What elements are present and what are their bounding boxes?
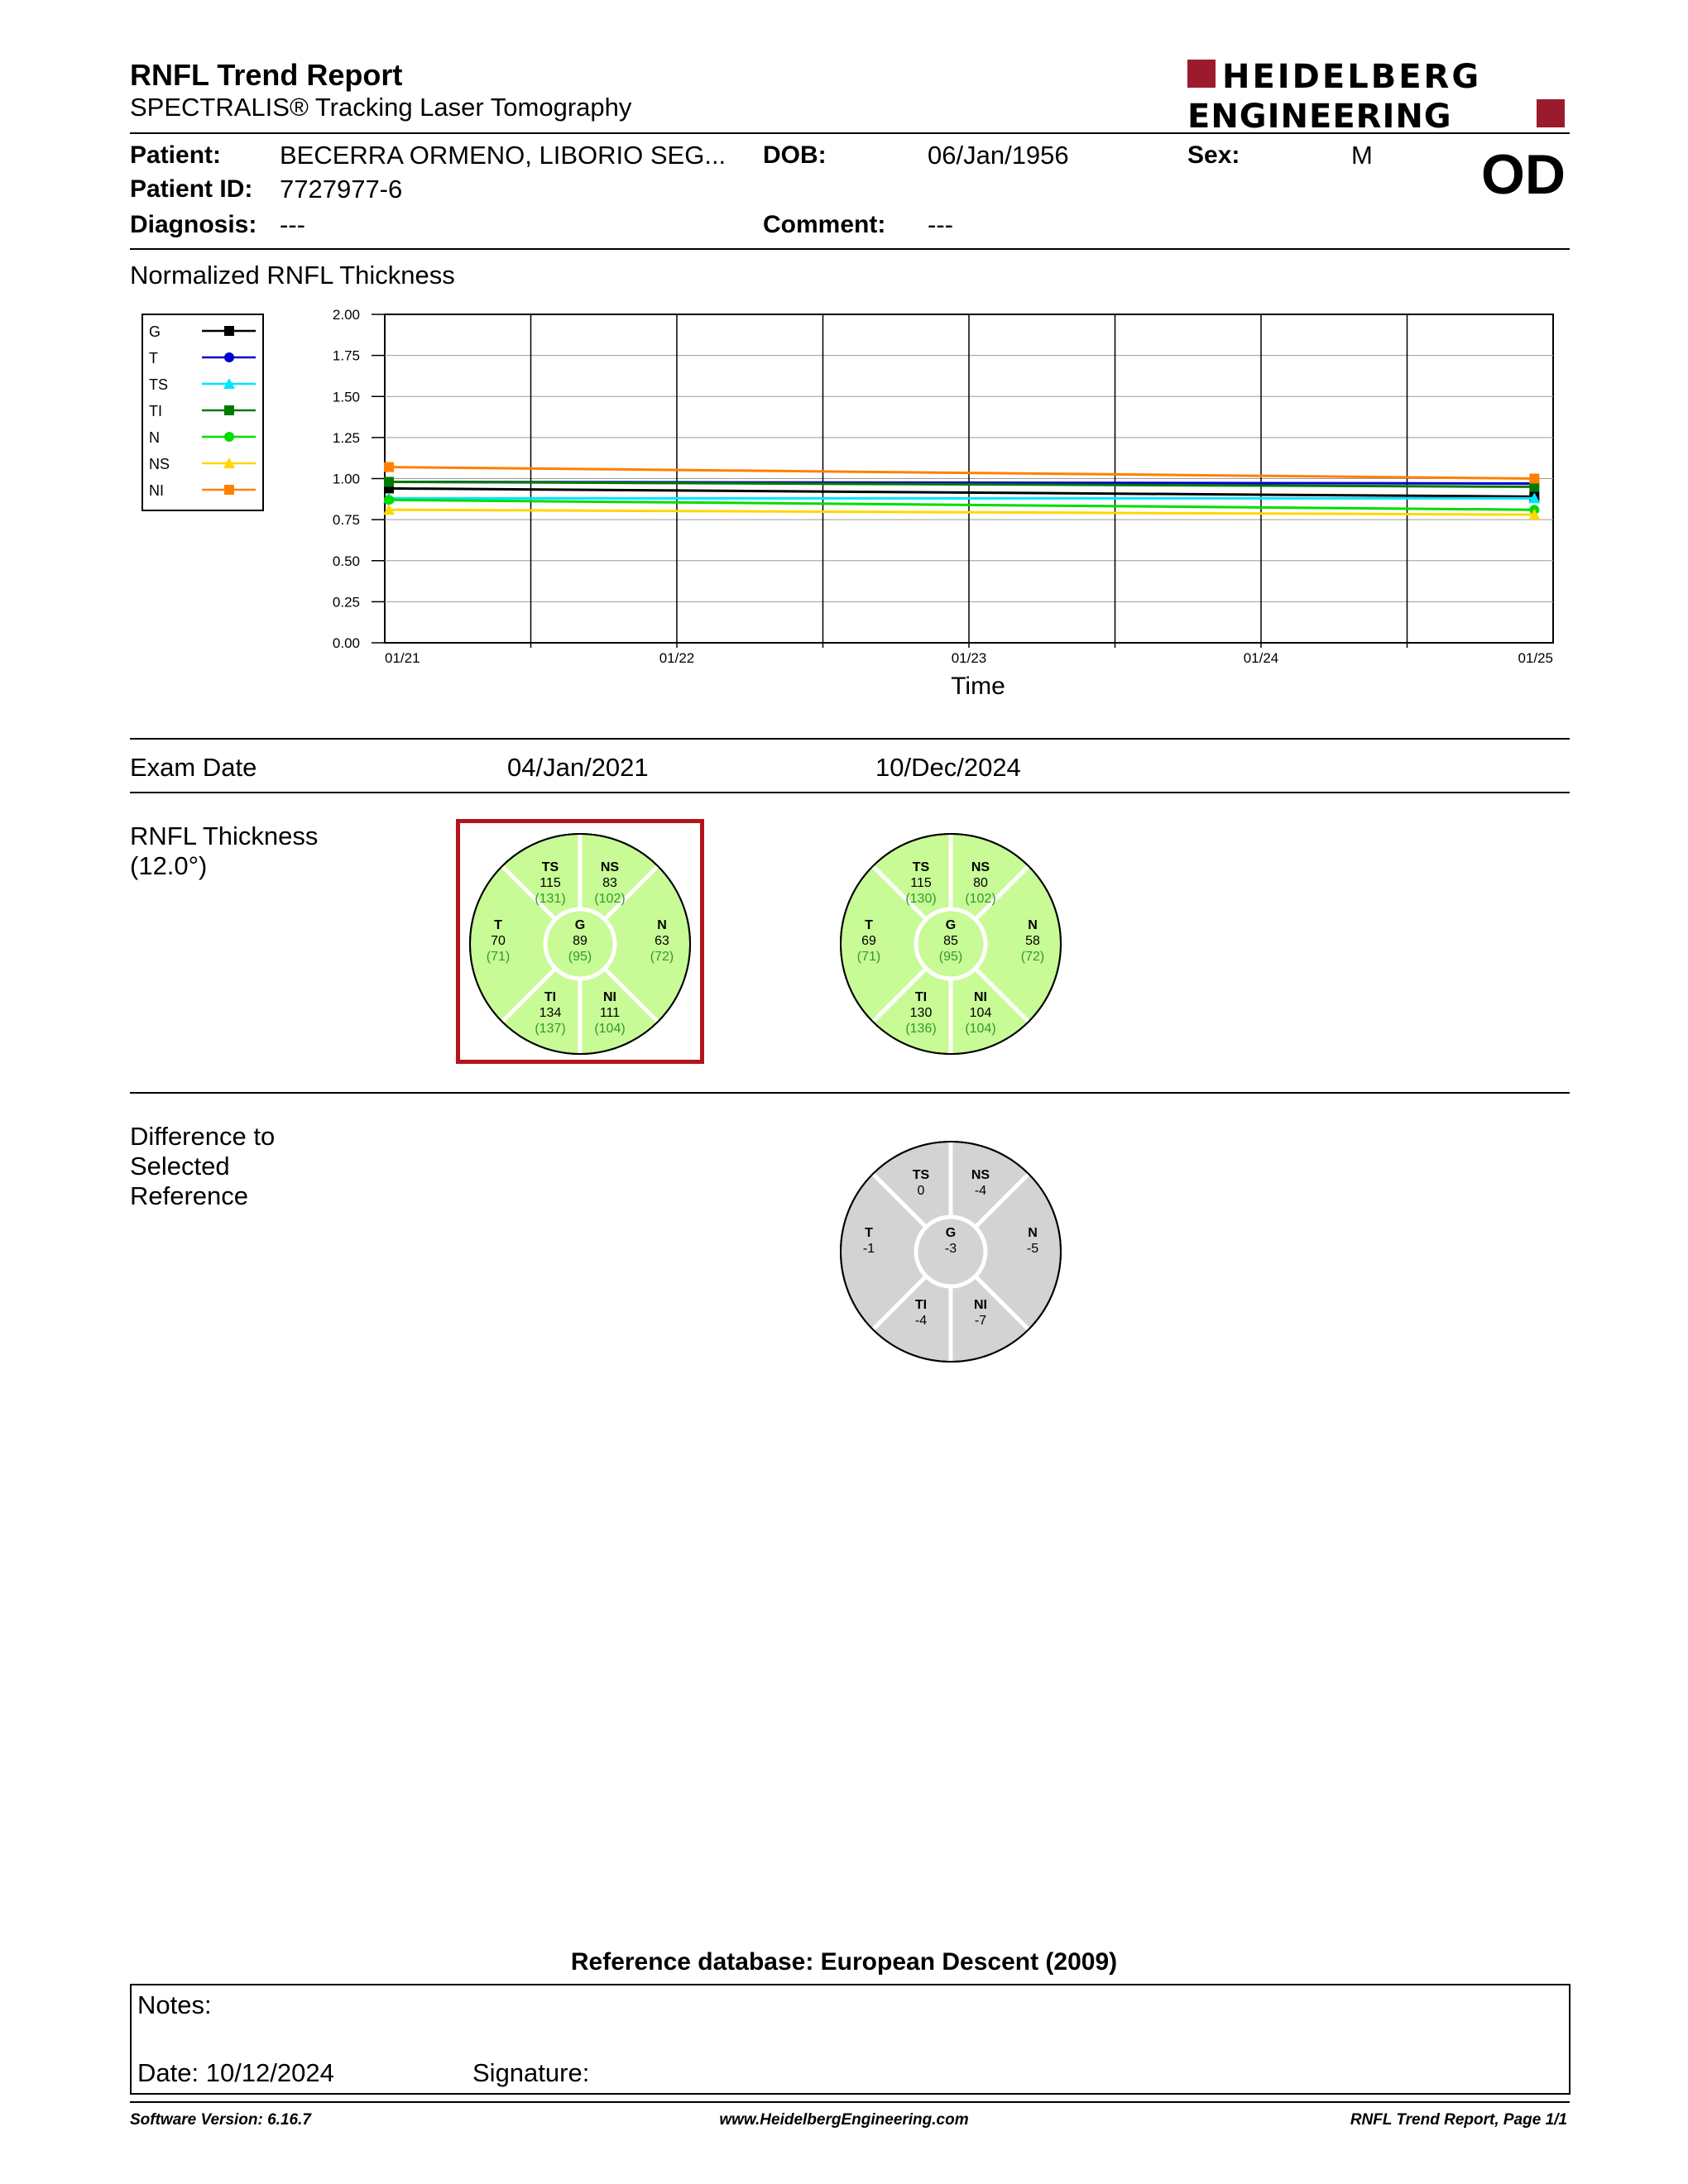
y-tick-label: 1.50 (332, 389, 360, 405)
sector-value-ni: -7 (974, 1314, 987, 1328)
sector-label-ns: NS (971, 860, 990, 874)
trend-section-title: Normalized RNFL Thickness (130, 261, 455, 290)
exam-date-2: 10/Dec/2024 (875, 753, 1021, 782)
comment-label: Comment: (763, 211, 886, 238)
sector-label-ti: TI (914, 990, 928, 1004)
logo-square-top (1187, 60, 1216, 88)
sector-label-n: N (1028, 918, 1038, 932)
rnfl-scan-angle: (12.0°) (130, 851, 208, 880)
sector-value-t: 69 (861, 934, 876, 948)
legend-marker-ti (224, 405, 234, 415)
legend-marker-t (224, 352, 234, 362)
signature-label: Signature: (472, 2058, 590, 2087)
dob-label: DOB: (763, 141, 827, 169)
divider (130, 132, 1570, 134)
legend-label: T (149, 350, 158, 366)
sector-reference-n: (72) (650, 950, 674, 964)
sector-value-t: 70 (491, 934, 506, 948)
page-number: RNFL Trend Report, Page 1/1 (1350, 2111, 1567, 2129)
x-tick-label: 01/25 (1518, 650, 1553, 666)
legend-label: TI (149, 403, 162, 419)
sector-label-t: T (494, 918, 502, 932)
sector-reference-ts: (130) (905, 892, 937, 906)
sector-value-n: 63 (655, 934, 669, 948)
sector-label-ni: NI (603, 990, 616, 1004)
divider (130, 248, 1570, 250)
y-tick-label: 1.00 (332, 471, 360, 487)
exam-date-1: 04/Jan/2021 (507, 753, 649, 782)
x-tick-label: 01/21 (385, 650, 420, 666)
sector-value-ti: 130 (909, 1006, 933, 1020)
eye-indicator: OD (1481, 143, 1566, 206)
patient-id: 7727977-6 (280, 175, 403, 204)
sector-reference-g: (95) (568, 950, 592, 964)
sector-label-ti: TI (914, 1298, 928, 1312)
sector-value-g: 85 (943, 934, 958, 948)
series-line-n (389, 500, 1534, 510)
patient-id-label: Patient ID: (130, 175, 253, 203)
data-point-ni (384, 462, 394, 472)
sector-value-ti: -4 (914, 1314, 928, 1328)
sector-reference-g: (95) (938, 950, 963, 964)
website-link[interactable]: www.HeidelbergEngineering.com (719, 2111, 969, 2129)
sector-value-ts: 115 (910, 876, 932, 890)
legend-label: NS (149, 456, 170, 472)
y-tick-label: 1.75 (332, 347, 360, 364)
sector-reference-t: (71) (856, 950, 881, 964)
logo-square-bottom (1537, 99, 1565, 127)
divider (130, 738, 1570, 740)
divider (130, 2101, 1570, 2103)
sector-value-g: 89 (573, 934, 587, 948)
legend-label: NI (149, 482, 164, 499)
difference-label-line-3: Reference (130, 1181, 249, 1210)
logo-line-1: HEIDELBERG (1222, 58, 1482, 96)
reference-database: Reference database: European Descent (2009) (570, 1948, 1118, 1976)
sector-value-ts: 115 (539, 876, 561, 890)
sector-reference-ti: (136) (905, 1022, 937, 1036)
sector-label-n: N (1028, 1226, 1038, 1240)
divider (130, 1092, 1570, 1094)
sector-label-n: N (657, 918, 667, 932)
patient-label: Patient: (130, 141, 222, 169)
sector-value-ns: 80 (973, 876, 988, 890)
sector-value-n: 58 (1025, 934, 1040, 948)
legend-marker-n (224, 432, 234, 442)
difference-label-line-1: Difference to (130, 1122, 276, 1151)
sector-value-ns: 83 (602, 876, 617, 890)
report-title: RNFL Trend Report (130, 58, 403, 92)
legend-label: N (149, 429, 160, 446)
sector-label-ti: TI (544, 990, 557, 1004)
data-point-ti (384, 477, 394, 486)
diagnosis-value: --- (280, 210, 305, 239)
sector-label-t: T (865, 1226, 873, 1240)
patient-name: BECERRA ORMENO, LIBORIO SEG... (280, 141, 727, 170)
sector-value-ti: 134 (539, 1006, 562, 1020)
y-tick-label: 2.00 (332, 307, 360, 323)
x-tick-label: 01/23 (951, 650, 987, 666)
sector-label-ni: NI (974, 1298, 987, 1312)
report-subtitle: SPECTRALIS® Tracking Laser Tomography (130, 93, 632, 122)
exam-date-label: Exam Date (130, 753, 257, 782)
sector-reference-n: (72) (1020, 950, 1045, 964)
y-tick-label: 0.75 (332, 512, 360, 529)
rnfl-thickness-label: RNFL Thickness (130, 821, 319, 850)
sector-value-ts: 0 (917, 1184, 925, 1198)
sector-reference-ns: (102) (594, 892, 626, 906)
sector-reference-ti: (137) (535, 1022, 566, 1036)
sector-label-ns: NS (600, 860, 620, 874)
series-line-ns (389, 510, 1534, 515)
sector-label-ts: TS (541, 860, 559, 874)
sector-label-g: G (945, 918, 957, 932)
sector-reference-ns: (102) (965, 892, 996, 906)
legend-marker-g (224, 326, 234, 336)
sector-label-g: G (945, 1226, 957, 1240)
chart-series (383, 462, 1540, 520)
series-line-ni (389, 467, 1534, 479)
heidelberg-logo (1187, 58, 1568, 132)
sector-value-n: -5 (1026, 1242, 1039, 1256)
rnfl-circle-exam-1[interactable] (468, 831, 693, 1056)
sector-value-ni: 111 (599, 1006, 621, 1020)
sector-value-ni: 104 (969, 1006, 992, 1020)
sex-label: Sex: (1187, 141, 1240, 169)
date-label: Date: 10/12/2024 (137, 2058, 334, 2087)
sector-value-t: -1 (862, 1242, 875, 1256)
divider (130, 792, 1570, 793)
notes-box[interactable] (130, 1984, 1571, 2095)
sector-value-ns: -4 (974, 1184, 987, 1198)
sector-reference-t: (71) (486, 950, 511, 964)
trend-chart (130, 285, 1570, 707)
rnfl-circle-exam-2[interactable] (838, 831, 1063, 1056)
x-axis-ticks (385, 650, 1553, 666)
notes-label: Notes: (137, 1990, 212, 2019)
x-axis-label: Time (951, 673, 1005, 700)
sector-label-ni: NI (974, 990, 987, 1004)
y-tick-label: 0.00 (332, 635, 360, 651)
x-tick-label: 01/22 (659, 650, 695, 666)
difference-label-line-2: Selected (130, 1152, 230, 1181)
dob-value: 06/Jan/1956 (928, 141, 1069, 170)
sector-reference-ni: (104) (965, 1022, 996, 1036)
chart-legend (142, 314, 263, 510)
x-tick-label: 01/24 (1243, 650, 1279, 666)
rnfl-difference-circle[interactable] (838, 1139, 1063, 1364)
y-tick-label: 0.50 (332, 553, 360, 569)
software-version: Software Version: 6.16.7 (130, 2111, 311, 2129)
sector-label-g: G (574, 918, 586, 932)
legend-label: TS (149, 376, 169, 393)
series-line-g (389, 488, 1534, 496)
legend-marker-ni (224, 485, 234, 495)
sector-label-t: T (865, 918, 873, 932)
sector-label-ts: TS (912, 1168, 930, 1182)
y-axis-ticks (333, 307, 360, 651)
diagnosis-label: Diagnosis: (130, 211, 257, 238)
sector-label-ts: TS (912, 860, 930, 874)
sector-label-ns: NS (971, 1168, 990, 1182)
data-point-n (384, 495, 394, 505)
comment-value: --- (928, 210, 953, 239)
data-point-ni (1529, 474, 1539, 484)
logo-line-2: ENGINEERING (1187, 98, 1452, 132)
y-tick-label: 1.25 (332, 429, 360, 446)
legend-label: G (149, 323, 161, 340)
sector-reference-ts: (131) (535, 892, 566, 906)
sector-value-g: -3 (944, 1242, 957, 1256)
sector-reference-ni: (104) (594, 1022, 626, 1036)
y-tick-label: 0.25 (332, 594, 360, 611)
sex-value: M (1351, 141, 1373, 170)
